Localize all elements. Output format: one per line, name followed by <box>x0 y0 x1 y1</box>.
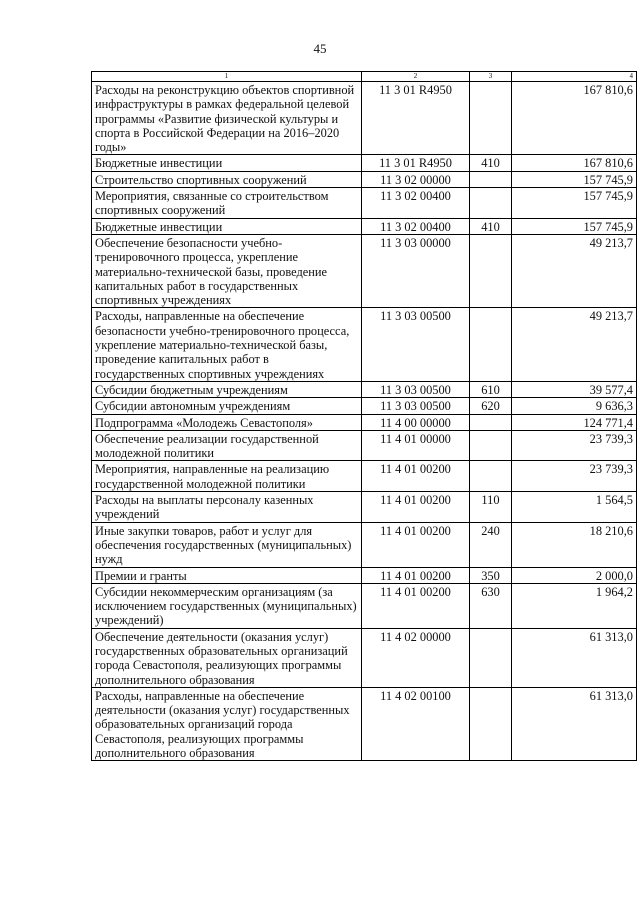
row-code: 11 3 02 00400 <box>362 218 470 234</box>
row-code: 11 3 03 00500 <box>362 381 470 397</box>
table-row <box>92 567 637 583</box>
column-header-4: 4 <box>512 72 637 82</box>
table-row <box>92 583 637 628</box>
row-expense-type: 110 <box>470 492 512 523</box>
row-name: Субсидии некоммерческим организациям (за исключением государственных (муниципальных) учреждений) <box>92 583 362 628</box>
table-row <box>92 171 637 187</box>
row-name: Бюджетные инвестиции <box>92 218 362 234</box>
row-expense-type: 630 <box>470 583 512 628</box>
row-code: 11 4 02 00100 <box>362 687 470 760</box>
row-expense-type <box>470 430 512 461</box>
row-name: Расходы на выплаты персоналу казенных учреждений <box>92 492 362 523</box>
column-header-1: 1 <box>92 72 362 82</box>
row-code: 11 4 00 00000 <box>362 414 470 430</box>
table-row <box>92 234 637 307</box>
budget-table <box>91 71 637 761</box>
row-expense-type <box>470 234 512 307</box>
row-amount: 39 577,4 <box>512 381 637 397</box>
row-name: Бюджетные инвестиции <box>92 155 362 171</box>
row-amount: 157 745,9 <box>512 171 637 187</box>
row-expense-type: 410 <box>470 218 512 234</box>
row-name: Расходы, направленные на обеспечение деятельности (оказания услуг) государственных образовательных организаций города Севастополя, реализующих программы дополнительного образования <box>92 687 362 760</box>
page-number: 45 <box>313 41 327 56</box>
row-code: 11 4 01 00000 <box>362 430 470 461</box>
row-name: Строительство спортивных сооружений <box>92 171 362 187</box>
header-row <box>92 72 637 82</box>
row-amount: 2 000,0 <box>512 567 637 583</box>
row-expense-type <box>470 687 512 760</box>
row-expense-type: 350 <box>470 567 512 583</box>
row-amount: 23 739,3 <box>512 461 637 492</box>
table-row <box>92 381 637 397</box>
row-code: 11 4 02 00000 <box>362 628 470 687</box>
row-amount: 23 739,3 <box>512 430 637 461</box>
row-name: Мероприятия, связанные со строительством спортивных сооружений <box>92 188 362 219</box>
table-row <box>92 414 637 430</box>
row-amount: 61 313,0 <box>512 628 637 687</box>
table-row <box>92 522 637 567</box>
row-name: Субсидии бюджетным учреждениям <box>92 381 362 397</box>
row-expense-type: 410 <box>470 155 512 171</box>
row-amount: 1 564,5 <box>512 492 637 523</box>
row-name: Расходы на реконструкцию объектов спортивной инфраструктуры в рамках федеральной целевой программы «Развитие физической культуры и спорта в Российской Федерации на 2016–2020 годы» <box>92 82 362 155</box>
row-code: 11 3 01 R4950 <box>362 155 470 171</box>
row-amount: 18 210,6 <box>512 522 637 567</box>
row-amount: 1 964,2 <box>512 583 637 628</box>
table-row <box>92 308 637 381</box>
row-code: 11 4 01 00200 <box>362 461 470 492</box>
row-expense-type: 240 <box>470 522 512 567</box>
row-amount: 157 745,9 <box>512 218 637 234</box>
table-row <box>92 430 637 461</box>
row-expense-type <box>470 188 512 219</box>
row-name: Премии и гранты <box>92 567 362 583</box>
row-amount: 9 636,3 <box>512 398 637 414</box>
row-amount: 167 810,6 <box>512 155 637 171</box>
table-body <box>92 82 637 761</box>
row-expense-type <box>470 82 512 155</box>
row-name: Обеспечение реализации государственной молодежной политики <box>92 430 362 461</box>
column-header-2: 2 <box>362 72 470 82</box>
row-code: 11 3 02 00000 <box>362 171 470 187</box>
row-name: Расходы, направленные на обеспечение безопасности учебно-тренировочного процесса, укрепление материально-технической базы, проведение капитальных работ в государственных спортивных учреждениях <box>92 308 362 381</box>
row-amount: 167 810,6 <box>512 82 637 155</box>
row-amount: 124 771,4 <box>512 414 637 430</box>
row-code: 11 4 01 00200 <box>362 492 470 523</box>
row-amount: 49 213,7 <box>512 308 637 381</box>
row-expense-type: 610 <box>470 381 512 397</box>
row-name: Обеспечение деятельности (оказания услуг) государственных образовательных организаций города Севастополя, реализующих программы дополнительного образования <box>92 628 362 687</box>
column-header-3: 3 <box>470 72 512 82</box>
row-amount: 61 313,0 <box>512 687 637 760</box>
row-code: 11 3 03 00500 <box>362 398 470 414</box>
row-expense-type <box>470 171 512 187</box>
table-row <box>92 218 637 234</box>
row-expense-type: 620 <box>470 398 512 414</box>
row-code: 11 3 02 00400 <box>362 188 470 219</box>
row-expense-type <box>470 308 512 381</box>
table-row <box>92 188 637 219</box>
row-expense-type <box>470 414 512 430</box>
table-row <box>92 687 637 760</box>
row-amount: 49 213,7 <box>512 234 637 307</box>
row-code: 11 4 01 00200 <box>362 522 470 567</box>
row-amount: 157 745,9 <box>512 188 637 219</box>
row-name: Иные закупки товаров, работ и услуг для обеспечения государственных (муниципальных) нужд <box>92 522 362 567</box>
table-row <box>92 155 637 171</box>
row-code: 11 3 03 00000 <box>362 234 470 307</box>
row-code: 11 3 01 R4950 <box>362 82 470 155</box>
row-expense-type <box>470 461 512 492</box>
row-code: 11 4 01 00200 <box>362 567 470 583</box>
row-code: 11 4 01 00200 <box>362 583 470 628</box>
row-name: Обеспечение безопасности учебно-тренировочного процесса, укрепление материально-технической базы, проведение капитальных работ в государственных спортивных учреждениях <box>92 234 362 307</box>
row-expense-type <box>470 628 512 687</box>
row-code: 11 3 03 00500 <box>362 308 470 381</box>
table-row <box>92 82 637 155</box>
table-row <box>92 628 637 687</box>
table-row <box>92 492 637 523</box>
table-row <box>92 398 637 414</box>
table-row <box>92 461 637 492</box>
row-name: Мероприятия, направленные на реализацию государственной молодежной политики <box>92 461 362 492</box>
row-name: Подпрограмма «Молодежь Севастополя» <box>92 414 362 430</box>
row-name: Субсидии автономным учреждениям <box>92 398 362 414</box>
